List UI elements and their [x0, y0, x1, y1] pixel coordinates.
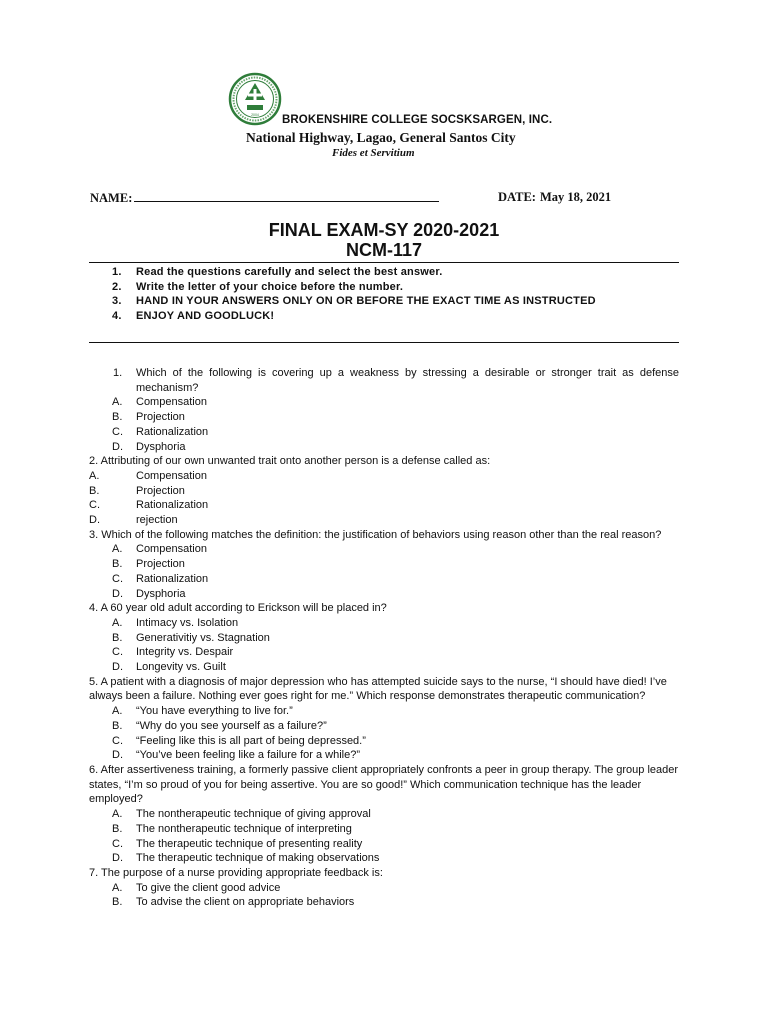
- question-4: 4. A 60 year old adult according to Erickson will be placed in?: [89, 602, 387, 615]
- question-5: 5. A patient with a diagnosis of major depression who has attempted suicide says to the nurse, “I should have died! I’ve always been a failure. Nothing ever goes right for me.” Which response demonstrates therapeutic communication?: [89, 675, 667, 703]
- option: C. Rationalization: [112, 572, 209, 585]
- name-blank-line[interactable]: [134, 190, 439, 202]
- question-6: 6. After assertiveness training, a formerly passive client appropriately confronts a peer in group therapy. The group leader states, “I’m so proud of you for being assertive. You are so good!” Which communication technique has the leader employed?: [89, 763, 679, 806]
- instructions-list: [112, 265, 632, 323]
- school-motto: Fides et Servitium: [332, 147, 415, 159]
- option: B. Projection: [112, 558, 185, 571]
- option: B. Generativitiy vs. Stagnation: [112, 631, 270, 644]
- option: D. The therapeutic technique of making observations: [112, 852, 380, 865]
- option: A. “You have everything to live for.”: [112, 705, 293, 718]
- option: A. To give the client good advice: [112, 881, 281, 894]
- option: A. Intimacy vs. Isolation: [112, 616, 239, 629]
- school-logo: [228, 72, 282, 126]
- school-address: National Highway, Lagao, General Santos City: [246, 130, 516, 145]
- option: C. Rationalization: [112, 425, 209, 438]
- instruction-item: 2. Write the letter of your choice before the number.: [112, 280, 404, 293]
- option: B. “Why do you see yourself as a failure?”: [112, 719, 327, 732]
- option: C. Rationalization: [89, 499, 209, 512]
- option: C. “Feeling like this is all part of being depressed.”: [112, 734, 366, 747]
- name-label: NAME:: [90, 191, 133, 205]
- divider-bottom: [89, 342, 679, 343]
- instruction-item: 1. Read the questions carefully and select the best answer.: [112, 266, 443, 278]
- option: D. Longevity vs. Guilt: [112, 661, 226, 674]
- option: B. To advise the client on appropriate behaviors: [112, 896, 355, 909]
- question-3: 3. Which of the following matches the definition: the justification of behaviors using reason other than the real reason?: [89, 528, 662, 541]
- option: D. rejection: [89, 514, 178, 527]
- instruction-item: 3. HAND IN YOUR ANSWERS ONLY ON OR BEFORE THE EXACT TIME AS INSTRUCTED: [112, 295, 596, 308]
- option: D. Dysphoria: [112, 587, 186, 600]
- school-name: BROKENSHIRE COLLEGE SOCSKSARGEN, INC.: [282, 114, 553, 126]
- date-value: May 18, 2021: [539, 190, 612, 204]
- option: C. The therapeutic technique of presenting reality: [112, 837, 363, 850]
- date-field: [498, 190, 611, 205]
- option: C. Integrity vs. Despair: [112, 646, 234, 659]
- instruction-item: 4. ENJOY AND GOODLUCK!: [112, 309, 275, 322]
- option: A. Compensation: [112, 543, 207, 556]
- option: D. “You’ve been feeling like a failure for a while?”: [112, 749, 361, 762]
- name-field: [90, 190, 439, 206]
- course-code: NCM-117: [345, 240, 423, 260]
- option: D. Dysphoria: [112, 440, 186, 453]
- exam-title: FINAL EXAM-SY 2020-2021: [268, 220, 500, 240]
- option: B. Projection: [112, 411, 185, 424]
- questions-section: [89, 366, 679, 910]
- question-2: 2. Attributing of our own unwanted trait onto another person is a defense called as:: [89, 455, 491, 468]
- svg-text:2004: 2004: [251, 113, 259, 117]
- question-7: 7. The purpose of a nurse providing appropriate feedback is:: [89, 866, 383, 879]
- option: A. Compensation: [112, 396, 207, 409]
- option: A. Compensation: [89, 469, 207, 482]
- option: B. Projection: [89, 484, 185, 497]
- question-1: 1. Which of the following is covering up a weakness by stressing a desirable or stronger trait as defense mechanism?: [113, 367, 679, 394]
- date-label: DATE:: [498, 190, 536, 204]
- divider-top: [89, 262, 679, 263]
- option: A. The nontherapeutic technique of giving approval: [112, 808, 371, 821]
- option: B. The nontherapeutic technique of interpreting: [112, 822, 352, 835]
